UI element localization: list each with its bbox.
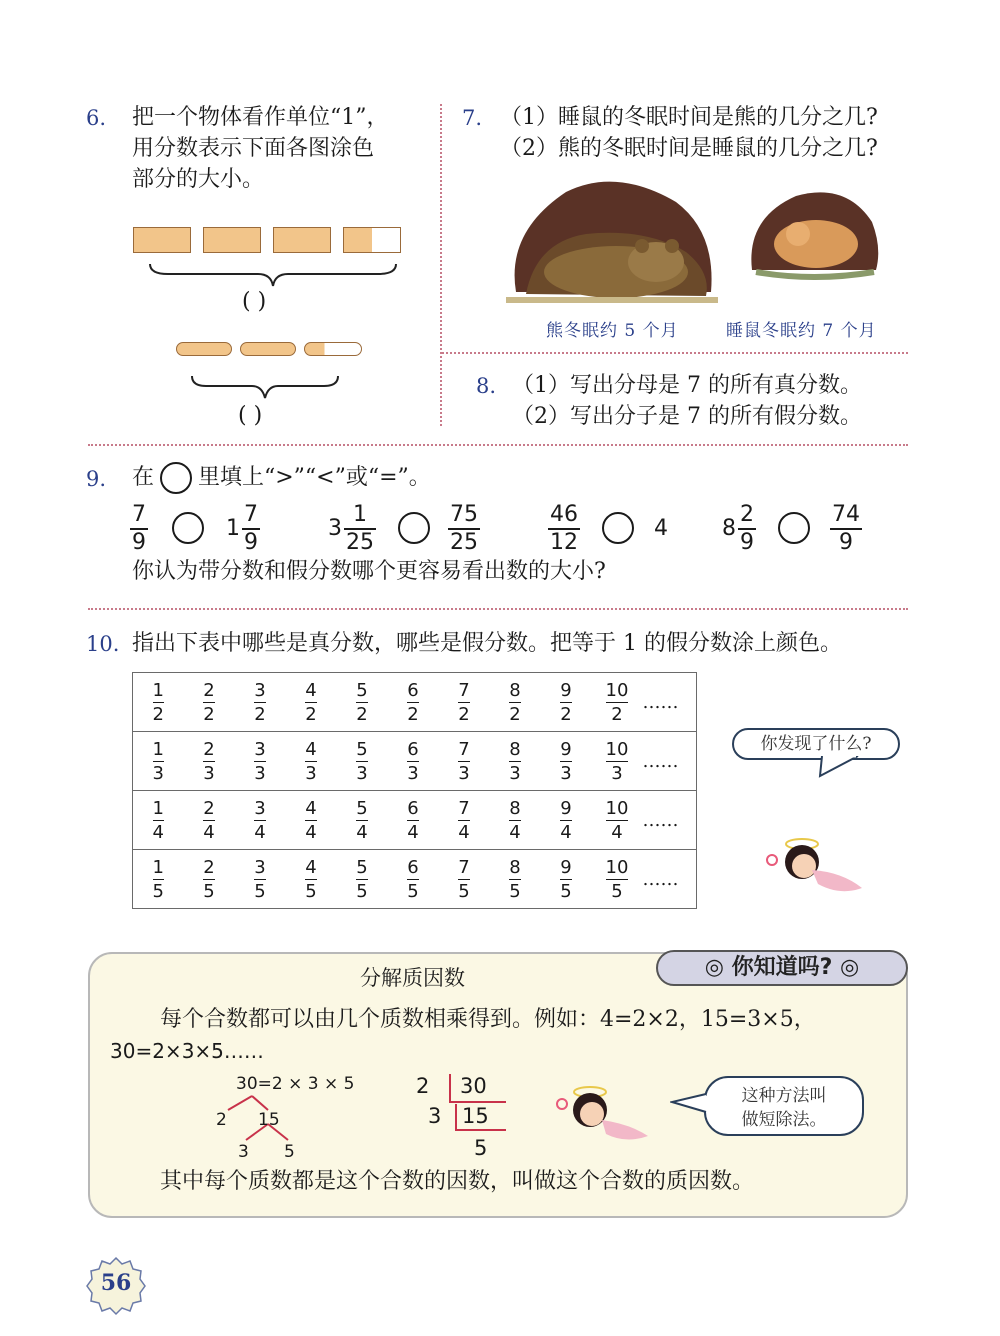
brick-4-half: [343, 227, 401, 253]
fraction: [458, 680, 469, 725]
tree-factor-15: 15: [258, 1110, 280, 1130]
fraction-cell[interactable]: [541, 791, 592, 850]
fraction-cell[interactable]: [184, 732, 235, 791]
fraction-cell[interactable]: [286, 791, 337, 850]
denominator: 3: [560, 762, 572, 784]
denominator: 4: [254, 821, 266, 843]
fraction: [606, 798, 629, 843]
fraction-cell[interactable]: [490, 732, 541, 791]
q9-frac-e: [548, 504, 580, 554]
q9-whole-g: 8: [722, 516, 736, 541]
numerator: 7: [458, 856, 470, 878]
fraction: [458, 798, 469, 843]
fraction-cell[interactable]: [184, 791, 235, 850]
numerator: 75: [450, 502, 478, 527]
dyk-bubble-line1: 这种方法叫: [741, 1086, 827, 1106]
fraction: [203, 798, 214, 843]
fraction: [254, 680, 265, 725]
numerator: 7: [132, 502, 146, 527]
q8-line1: （1）写出分母是 7 的所有真分数。: [512, 373, 862, 398]
q9-question: 你认为带分数和假分数哪个更容易看出数的大小?: [132, 559, 606, 584]
denominator: 3: [203, 762, 215, 784]
table-row: [133, 673, 697, 732]
fraction-cell[interactable]: [388, 673, 439, 732]
rod-2: [240, 342, 296, 356]
denominator: 3: [611, 762, 623, 784]
denominator: 5: [611, 880, 623, 902]
numerator: 6: [407, 856, 419, 878]
fraction: [606, 680, 629, 725]
denominator: 3: [305, 762, 317, 784]
numerator: 9: [560, 797, 572, 819]
denominator: 9: [740, 530, 754, 555]
fraction-cell[interactable]: [235, 850, 286, 909]
q6-answer-1[interactable]: ( ): [242, 289, 267, 314]
denominator: 5: [254, 880, 266, 902]
numerator: 10: [605, 679, 629, 701]
denominator: 2: [407, 703, 419, 725]
denominator: 5: [458, 880, 470, 902]
denominator: 4: [611, 821, 623, 843]
fraction-cell[interactable]: [235, 732, 286, 791]
numerator: 1: [152, 679, 164, 701]
q9-number: 9.: [86, 467, 107, 491]
fraction: [203, 857, 214, 902]
fraction: [356, 739, 367, 784]
row-ellipsis: ……: [642, 750, 679, 772]
div-result-5: 5: [474, 1136, 488, 1160]
divider-q9-q10: [88, 608, 908, 610]
numerator: 46: [550, 502, 578, 527]
dyk-conclusion: 其中每个质数都是这个合数的因数，叫做这个合数的质因数。: [160, 1169, 755, 1194]
fraction: [458, 739, 469, 784]
fraction-cell[interactable]: [337, 791, 388, 850]
tree-top: 30=2 × 3 × 5: [236, 1074, 355, 1094]
denominator: 2: [254, 703, 266, 725]
brick-3: [273, 227, 331, 253]
numerator: 9: [560, 856, 572, 878]
fraction-cell[interactable]: [541, 673, 592, 732]
numerator: 5: [356, 797, 368, 819]
denominator: 5: [509, 880, 521, 902]
fraction-cell[interactable]: [439, 673, 490, 732]
q9-prompt-circle: [160, 462, 192, 494]
divider-q7-q8: [442, 352, 908, 354]
q9-frac-d: [448, 504, 480, 554]
q9-frac-a: [130, 504, 148, 554]
numerator: 4: [305, 679, 317, 701]
division-bars: [440, 1072, 512, 1134]
numerator: 8: [509, 856, 521, 878]
numerator: 9: [560, 738, 572, 760]
fraction-table: [132, 672, 697, 909]
fraction: [203, 680, 214, 725]
compare-circle-1[interactable]: [172, 512, 204, 544]
numerator: 1: [152, 738, 164, 760]
fraction: [254, 798, 265, 843]
q7-text: [500, 102, 878, 164]
fraction: [407, 680, 418, 725]
angel-girl-2-illustration: [552, 1080, 672, 1146]
row-ellipsis: ……: [642, 868, 679, 890]
fraction-cell[interactable]: [286, 732, 337, 791]
fraction: [560, 798, 571, 843]
fraction-cell[interactable]: [133, 673, 184, 732]
denominator: 9: [839, 530, 853, 555]
denominator: 5: [560, 880, 572, 902]
denominator: 5: [152, 880, 164, 902]
fraction-cell[interactable]: [133, 850, 184, 909]
numerator: 1: [353, 502, 367, 527]
fraction-cell[interactable]: [337, 732, 388, 791]
fraction: [254, 739, 265, 784]
numerator: 2: [203, 738, 215, 760]
q9-prompt-b: 里填上“>”“<”或“=”。: [198, 465, 431, 490]
numerator: 4: [305, 856, 317, 878]
table-row: [133, 732, 697, 791]
denominator: 4: [458, 821, 470, 843]
fraction-cell[interactable]: [184, 850, 235, 909]
dyk-bubble-tail: [670, 1092, 710, 1116]
brick-1: [133, 227, 191, 253]
fraction-cell[interactable]: [541, 850, 592, 909]
q7-line1: （1）睡鼠的冬眠时间是熊的几分之几?: [500, 105, 878, 130]
numerator: 7: [244, 502, 258, 527]
brace-bricks: [148, 262, 398, 288]
fraction: [356, 857, 367, 902]
denominator: 4: [560, 821, 572, 843]
fraction: [509, 798, 520, 843]
numerator: 7: [458, 738, 470, 760]
fraction: [254, 857, 265, 902]
denominator: 3: [407, 762, 419, 784]
fraction-cell[interactable]: [439, 791, 490, 850]
q8-number: 8.: [476, 374, 497, 398]
numerator: 7: [458, 679, 470, 701]
denominator: 9: [132, 530, 146, 555]
numerator: 9: [560, 679, 572, 701]
numerator: 3: [254, 679, 266, 701]
q7-number: 7.: [462, 106, 483, 130]
table-row: [133, 850, 697, 909]
q6-number: 6.: [86, 106, 107, 130]
fraction: [407, 739, 418, 784]
q10-speech-bubble: 你发现了什么?: [732, 728, 900, 760]
fraction: [305, 739, 316, 784]
compare-circle-4[interactable]: [778, 512, 810, 544]
fraction: [458, 857, 469, 902]
numerator: 74: [832, 502, 860, 527]
fraction: [356, 680, 367, 725]
fraction: [509, 857, 520, 902]
fraction-cell[interactable]: [337, 850, 388, 909]
denominator: 2: [458, 703, 470, 725]
fraction-cell[interactable]: [592, 791, 643, 850]
fraction-cell[interactable]: [235, 673, 286, 732]
denominator: 9: [244, 530, 258, 555]
table-row: [133, 791, 697, 850]
bear-illustration: [506, 172, 718, 306]
dyk-line1: 每个合数都可以由几个质数相乘得到。例如：4=2×2，15=3×5，: [160, 1007, 816, 1032]
denominator: 12: [550, 530, 578, 555]
denominator: 25: [450, 530, 478, 555]
denominator: 2: [305, 703, 317, 725]
fraction: [560, 739, 571, 784]
denominator: 5: [203, 880, 215, 902]
div-divisor-2: 2: [416, 1074, 430, 1098]
fraction-cell[interactable]: [490, 791, 541, 850]
row-ellipsis: ……: [642, 691, 679, 713]
dormouse-illustration: [746, 188, 882, 280]
numerator: 3: [254, 738, 266, 760]
denominator: 2: [203, 703, 215, 725]
numerator: 8: [509, 797, 521, 819]
dyk-bubble-line2: 做短除法。: [741, 1110, 827, 1130]
fraction: [153, 739, 164, 784]
denominator: 4: [203, 821, 215, 843]
q6-answer-2[interactable]: ( ): [238, 403, 263, 428]
q9-whole-b: 1: [226, 516, 240, 541]
compare-circle-3[interactable]: [602, 512, 634, 544]
q10-number: 10.: [86, 632, 120, 656]
fraction-cell[interactable]: [541, 732, 592, 791]
did-you-know-title: 分解质因数: [360, 966, 465, 990]
numerator: 5: [356, 856, 368, 878]
denominator: 3: [152, 762, 164, 784]
q6-line3: 部分的大小。: [132, 167, 265, 192]
page-number: 56: [100, 1270, 132, 1296]
denominator: 2: [356, 703, 368, 725]
denominator: 4: [356, 821, 368, 843]
fraction-cell[interactable]: [286, 850, 337, 909]
numerator: 6: [407, 738, 419, 760]
denominator: 5: [305, 880, 317, 902]
denominator: 25: [346, 530, 374, 555]
fraction: [509, 739, 520, 784]
denominator: 5: [356, 880, 368, 902]
fraction: [356, 798, 367, 843]
fraction-cell[interactable]: [286, 673, 337, 732]
fraction-cell[interactable]: [388, 791, 439, 850]
fraction-cell[interactable]: [439, 850, 490, 909]
q9-prompt-a: 在: [132, 465, 155, 490]
q6-line2: 用分数表示下面各图涂色: [132, 136, 375, 161]
fraction: [153, 798, 164, 843]
fraction: [606, 857, 629, 902]
tree-factor-2: 2: [216, 1110, 227, 1130]
denominator: 5: [407, 880, 419, 902]
fraction-cell[interactable]: [592, 732, 643, 791]
numerator: 10: [605, 797, 629, 819]
rod-1: [176, 342, 232, 356]
numerator: 6: [407, 797, 419, 819]
did-you-know-badge: ◎ 你知道吗? ◎: [656, 950, 908, 986]
q9-frac-c: [344, 504, 376, 554]
row-ellipsis: ……: [642, 809, 679, 831]
fraction-cell[interactable]: [439, 732, 490, 791]
q9-value-f: 4: [654, 516, 668, 541]
angel-girl-illustration: [762, 826, 872, 898]
q7-line2: （2）熊的冬眠时间是睡鼠的几分之几?: [500, 136, 878, 161]
bear-caption: 熊冬眠约 5 个月: [546, 321, 679, 341]
q8-text: [512, 370, 862, 432]
bubble-tail: [818, 756, 862, 780]
fraction: [203, 739, 214, 784]
vertical-divider: [440, 104, 442, 426]
brick-2: [203, 227, 261, 253]
numerator: 10: [605, 856, 629, 878]
q8-line2: （2）写出分子是 7 的所有假分数。: [512, 404, 862, 429]
fraction: [560, 857, 571, 902]
fraction-cell[interactable]: [337, 673, 388, 732]
numerator: 1: [152, 797, 164, 819]
denominator: 2: [152, 703, 164, 725]
fraction: [305, 857, 316, 902]
fraction-cell[interactable]: [184, 673, 235, 732]
numerator: 1: [152, 856, 164, 878]
numerator: 10: [605, 738, 629, 760]
numerator: 8: [509, 679, 521, 701]
q10-text: 指出下表中哪些是真分数，哪些是假分数。把等于 1 的假分数涂上颜色。: [132, 631, 842, 656]
fraction: [153, 857, 164, 902]
fraction-cell[interactable]: [388, 850, 439, 909]
fraction-cell[interactable]: [235, 791, 286, 850]
fraction: [509, 680, 520, 725]
denominator: 3: [458, 762, 470, 784]
fraction: [153, 680, 164, 725]
dyk-line2: 30=2×3×5……: [110, 1039, 264, 1063]
denominator: 2: [509, 703, 521, 725]
fraction: [305, 680, 316, 725]
denominator: 2: [611, 703, 623, 725]
brace-rods: [190, 374, 340, 400]
q9-frac-h: [830, 504, 862, 554]
denominator: 3: [356, 762, 368, 784]
denominator: 3: [509, 762, 521, 784]
numerator: 3: [254, 797, 266, 819]
fraction: [305, 798, 316, 843]
numerator: 7: [458, 797, 470, 819]
numerator: 8: [509, 738, 521, 760]
div-quotient-15: 15: [462, 1104, 489, 1128]
fraction: [606, 739, 629, 784]
dormouse-caption: 睡鼠冬眠约 7 个月: [726, 321, 877, 341]
numerator: 6: [407, 679, 419, 701]
compare-circle-2[interactable]: [398, 512, 430, 544]
fraction-cell[interactable]: [490, 673, 541, 732]
q9-frac-b: [242, 504, 260, 554]
numerator: 5: [356, 738, 368, 760]
numerator: 2: [203, 797, 215, 819]
numerator: 4: [305, 738, 317, 760]
fraction: [407, 798, 418, 843]
denominator: 4: [152, 821, 164, 843]
fraction-cell[interactable]: [133, 732, 184, 791]
fraction-cell[interactable]: [592, 850, 643, 909]
div-divisor-3: 3: [428, 1104, 442, 1128]
div-dividend-30: 30: [460, 1074, 487, 1098]
tree-factor-3: 3: [238, 1142, 249, 1162]
denominator: 3: [254, 762, 266, 784]
denominator: 4: [407, 821, 419, 843]
fraction-cell[interactable]: [592, 673, 643, 732]
divider-q8-q9: [88, 444, 908, 446]
fraction-cell[interactable]: [490, 850, 541, 909]
tree-factor-5: 5: [284, 1142, 295, 1162]
dyk-speech-bubble: [704, 1076, 864, 1136]
rod-3-partial: [304, 342, 362, 356]
denominator: 2: [560, 703, 572, 725]
numerator: 3: [254, 856, 266, 878]
numerator: 5: [356, 679, 368, 701]
q6-line1: 把一个物体看作单位“1”，: [132, 105, 389, 130]
denominator: 4: [305, 821, 317, 843]
numerator: 4: [305, 797, 317, 819]
q9-whole-c: 3: [328, 516, 342, 541]
fraction: [560, 680, 571, 725]
numerator: 2: [203, 679, 215, 701]
fraction: [407, 857, 418, 902]
q6-text: [132, 102, 389, 195]
fraction-cell[interactable]: [388, 732, 439, 791]
numerator: 2: [203, 856, 215, 878]
q9-frac-g: [738, 504, 756, 554]
numerator: 2: [740, 502, 754, 527]
denominator: 4: [509, 821, 521, 843]
fraction-cell[interactable]: [133, 791, 184, 850]
